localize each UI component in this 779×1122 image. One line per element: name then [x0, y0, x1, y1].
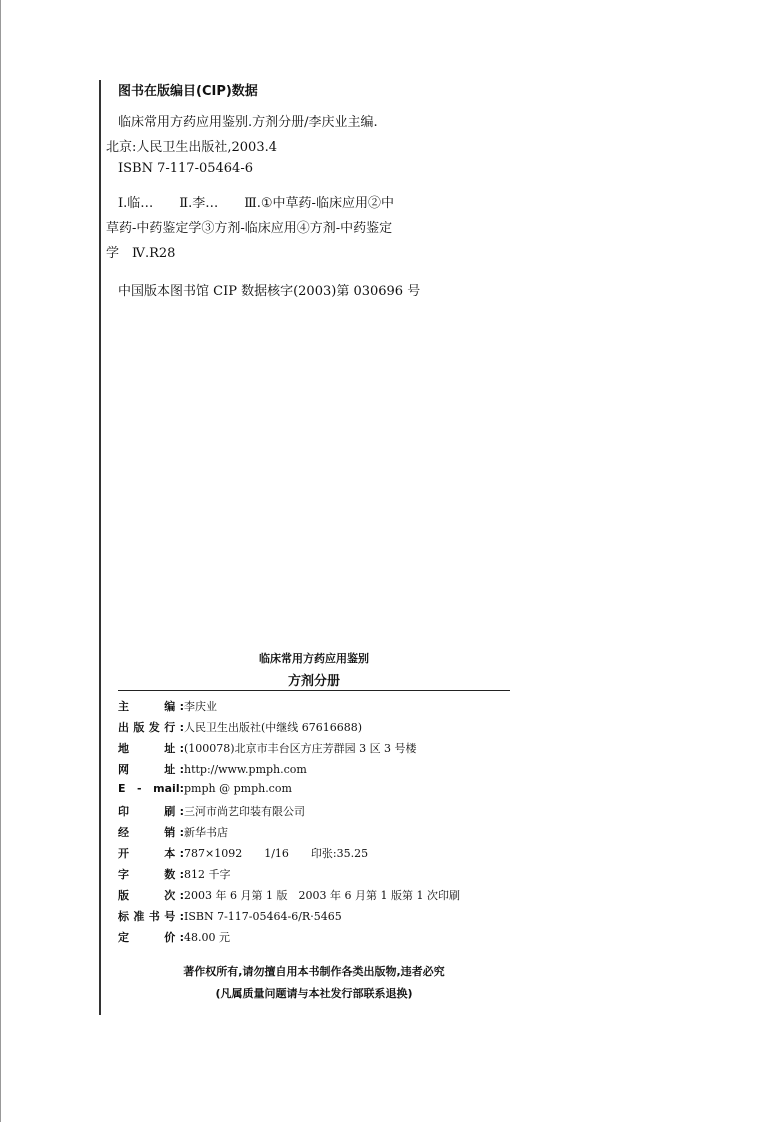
- row-label: 地 址:: [118, 742, 184, 755]
- row-label: 标准书号:: [118, 910, 184, 923]
- row-value: 2003 年 6 月第 1 版 2003 年 6 月第 1 版第 1 次印刷: [184, 889, 460, 902]
- row-value: 787×1092 1/16 印张:35.25: [184, 847, 369, 860]
- row-label: 版 次:: [118, 889, 184, 902]
- quality-notice: (凡属质量问题请与本社发行部联系退换): [215, 987, 413, 1000]
- cip-line: Ⅰ.临… Ⅱ.李… Ⅲ.①中草药-临床应用②中: [118, 196, 394, 211]
- divider: [118, 690, 510, 691]
- cip-heading: 图书在版编目(CIP)数据: [118, 84, 258, 99]
- copyright-notice: 著作权所有,请勿擅自用本书制作各类出版物,违者必究: [183, 965, 445, 978]
- row-label: 出版发行:: [118, 721, 184, 734]
- colophon-row: [118, 803, 305, 819]
- row-value: http://www.pmph.com: [184, 763, 307, 776]
- row-value: 三河市尚艺印装有限公司: [184, 805, 305, 818]
- cip-line: 北京:人民卫生出版社,2003.4: [106, 140, 277, 155]
- row-label: 网 址:: [118, 763, 184, 776]
- colophon-row: [118, 782, 292, 795]
- colophon-row: [118, 824, 228, 840]
- colophon-row: [118, 887, 460, 903]
- colophon-row: [118, 929, 230, 945]
- row-value: 新华书店: [184, 826, 228, 839]
- row-value: 812 千字: [184, 868, 231, 881]
- row-value: pmph @ pmph.com: [184, 782, 292, 795]
- colophon-row: [118, 908, 342, 924]
- row-label: 经 销:: [118, 826, 184, 839]
- row-value: ISBN 7-117-05464-6/R·5465: [184, 910, 342, 923]
- row-label: 印 刷:: [118, 805, 184, 818]
- colophon-row: [118, 845, 368, 861]
- row-value: 48.00 元: [184, 931, 230, 944]
- row-label: E - mail:: [118, 782, 184, 795]
- cip-line: 草药-中药鉴定学③方剂-临床应用④方剂-中药鉴定: [106, 221, 393, 236]
- row-value: 李庆业: [184, 700, 217, 713]
- page-edge: [0, 0, 1, 1122]
- row-label: 主 编:: [118, 700, 184, 713]
- colophon-row: [118, 866, 231, 882]
- margin-rule: [99, 80, 101, 1015]
- cip-line: 临床常用方药应用鉴别.方剂分册/李庆业主编.: [118, 115, 378, 130]
- series-title: 临床常用方药应用鉴别: [259, 652, 369, 665]
- row-label: 字 数:: [118, 868, 184, 881]
- cip-line: ISBN 7-117-05464-6: [118, 161, 253, 176]
- colophon-row: [118, 761, 307, 777]
- colophon-row: [118, 719, 362, 735]
- volume-title: 方剂分册: [287, 674, 340, 689]
- row-label: 定 价:: [118, 931, 184, 944]
- cip-number: 中国版本图书馆 CIP 数据核字(2003)第 030696 号: [118, 284, 421, 299]
- row-value: (100078)北京市丰台区方庄芳群园 3 区 3 号楼: [184, 742, 417, 755]
- cip-line: 学 Ⅳ.R28: [106, 246, 176, 261]
- colophon-row: [118, 698, 217, 714]
- colophon-row: [118, 740, 417, 756]
- row-label: 开 本:: [118, 847, 184, 860]
- row-value: 人民卫生出版社(中继线 67616688): [184, 721, 363, 734]
